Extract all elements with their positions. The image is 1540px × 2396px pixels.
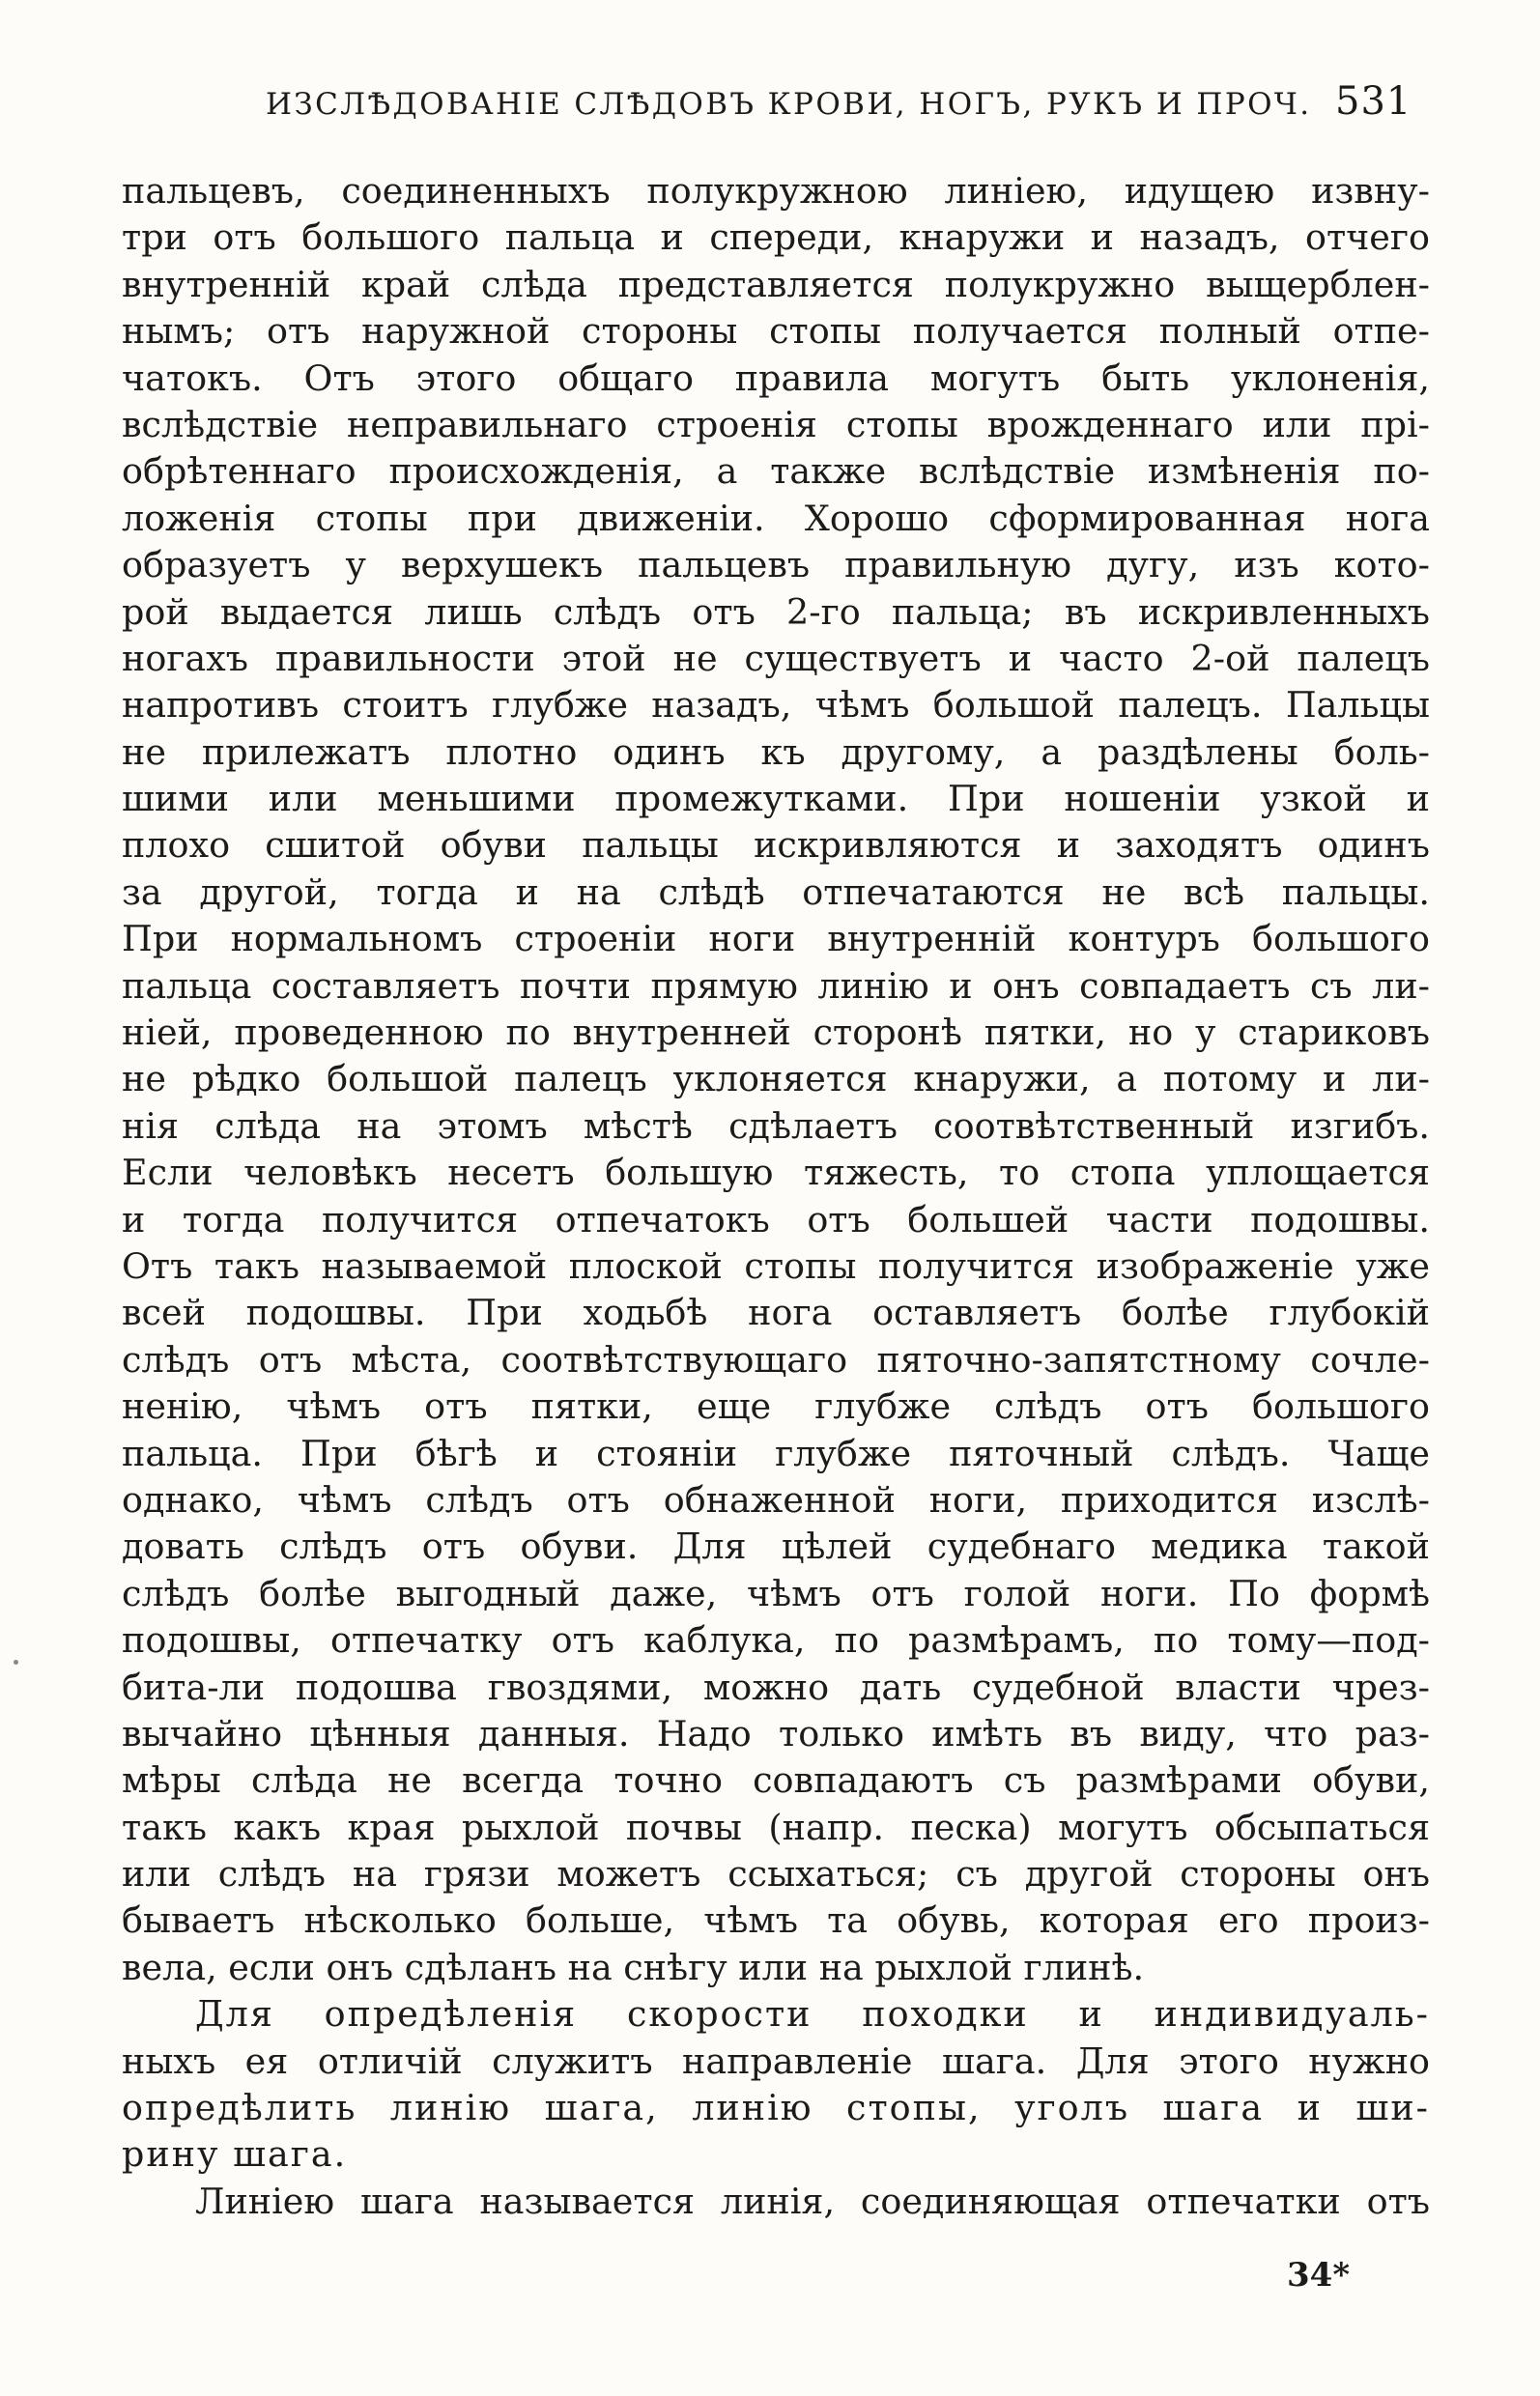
text-line: ложенія стопы при движеніи. Хорошо сформированная нога [122, 497, 1430, 539]
text-line: шими или меньшими промежутками. При ношеніи узкой и [122, 778, 1430, 820]
text-line: ныхъ ея отличій служитъ направленіе шага. Для этого нужно [122, 2039, 1430, 2082]
text-line: плохо сшитой обуви пальцы искривляются и заходятъ одинъ [122, 824, 1430, 867]
page-header [0, 77, 1540, 135]
text-line: опредѣлить линію шага, линію стопы, уголъ шага и ши- [122, 2087, 1430, 2129]
text-line: пальца составляетъ почти прямую линію и онъ совпадаетъ съ ли- [122, 964, 1430, 1007]
text-line: и тогда получится отпечатокъ отъ большей части подошвы. [122, 1198, 1430, 1241]
paragraph-end-line: рину шага. [122, 2133, 348, 2176]
text-line: образуетъ у верхушекъ пальцевъ правильную дугу, изъ кото- [122, 544, 1430, 586]
paragraph-start-line: Линіею шага называется линія, соединяющая отпечатки отъ [195, 2180, 1430, 2222]
page-number: 531 [1335, 79, 1412, 124]
text-line: не прилежатъ плотно одинъ къ другому, а раздѣлены боль- [122, 730, 1430, 773]
text-line: пальцевъ, соединенныхъ полукружною линіею, идущею извну- [122, 170, 1430, 212]
text-line: три отъ большого пальца и спереди, кнаружи и назадъ, отчего [122, 216, 1430, 259]
signature-mark: 34* [1287, 2256, 1351, 2295]
text-line: чатокъ. Отъ этого общаго правила могутъ быть уклоненія, [122, 357, 1430, 399]
text-line: всей подошвы. При ходьбѣ нога оставляетъ болѣе глубокій [122, 1292, 1430, 1334]
text-line: вслѣдствіе неправильнаго строенія стопы врожденнаго или прі- [122, 403, 1430, 445]
paragraph-end-line: вела, если онъ сдѣланъ на снѣгу или на рыхлой глинѣ. [122, 1946, 1145, 1988]
margin-speck [14, 1660, 18, 1665]
text-line: При нормальномъ строеніи ноги внутренній контуръ большого [122, 918, 1430, 960]
text-line: такъ какъ края рыхлой почвы (напр. песка) могутъ обсыпаться [122, 1806, 1430, 1848]
text-line: за другой, тогда и на слѣдѣ отпечатаются не всѣ пальцы. [122, 870, 1430, 913]
running-head: ИЗСЛѢДОВАНІЕ СЛѢДОВЪ КРОВИ, НОГЪ, РУКЪ И ПРОЧ. [266, 87, 1312, 122]
text-line: или слѣдъ на грязи можетъ ссыхаться; съ другой стороны онъ [122, 1853, 1430, 1896]
text-line: нія слѣда на этомъ мѣстѣ сдѣлаетъ соотвѣтственный изгибъ. [122, 1104, 1430, 1147]
text-line: Если человѣкъ несетъ большую тяжесть, то стопа уплощается [122, 1152, 1430, 1194]
text-line: однако, чѣмъ слѣдъ отъ обнаженной ноги, приходится изслѣ- [122, 1478, 1430, 1521]
text-line: слѣдъ болѣе выгодный даже, чѣмъ отъ голой ноги. По формѣ [122, 1572, 1430, 1614]
text-line: слѣдъ отъ мѣста, соотвѣтствующаго пяточно-запятстному сочле- [122, 1338, 1430, 1381]
text-line: бита-ли подошва гвоздями, можно дать судебной власти чрез- [122, 1666, 1430, 1708]
text-line: Отъ такъ называемой плоской стопы получится изображеніе уже [122, 1244, 1430, 1287]
text-line: вычайно цѣнныя данныя. Надо только имѣть въ виду, что раз- [122, 1712, 1430, 1754]
text-line: напротивъ стоитъ глубже назадъ, чѣмъ большой палецъ. Пальцы [122, 684, 1430, 727]
text-line: подошвы, отпечатку отъ каблука, по размѣрамъ, по тому—под- [122, 1619, 1430, 1662]
text-line: пальца. При бѣгѣ и стояніи глубже пяточный слѣдъ. Чаще [122, 1432, 1430, 1474]
text-line: ногахъ правильности этой не существуетъ и часто 2-ой палецъ [122, 637, 1430, 679]
text-line: обрѣтеннаго происхожденія, а также вслѣдствіе измѣненія по- [122, 450, 1430, 493]
paragraph-start-line: Для опредѣленія скорости походки и индивидуаль- [195, 1993, 1430, 2036]
text-line: не рѣдко большой палецъ уклоняется кнаружи, а потому и ли- [122, 1058, 1430, 1100]
body-text [122, 168, 1430, 2225]
text-line: довать слѣдъ отъ обуви. Для цѣлей судебнаго медика такой [122, 1526, 1430, 1568]
text-line: бываетъ нѣсколько больше, чѣмъ та обувь, которая его произ- [122, 1899, 1430, 1942]
text-line: нымъ; отъ наружной стороны стопы получается полный отпе- [122, 310, 1430, 353]
text-line: рой выдается лишь слѣдъ отъ 2-го пальца; въ искривленныхъ [122, 590, 1430, 633]
text-line: ніей, проведенною по внутренней сторонѣ пятки, но у стариковъ [122, 1012, 1430, 1054]
text-line: ненію, чѣмъ отъ пятки, еще глубже слѣдъ отъ большого [122, 1385, 1430, 1428]
text-line: мѣры слѣда не всегда точно совпадаютъ съ размѣрами обуви, [122, 1759, 1430, 1802]
text-line: внутренній край слѣда представляется полукружно выщерблен- [122, 263, 1430, 305]
